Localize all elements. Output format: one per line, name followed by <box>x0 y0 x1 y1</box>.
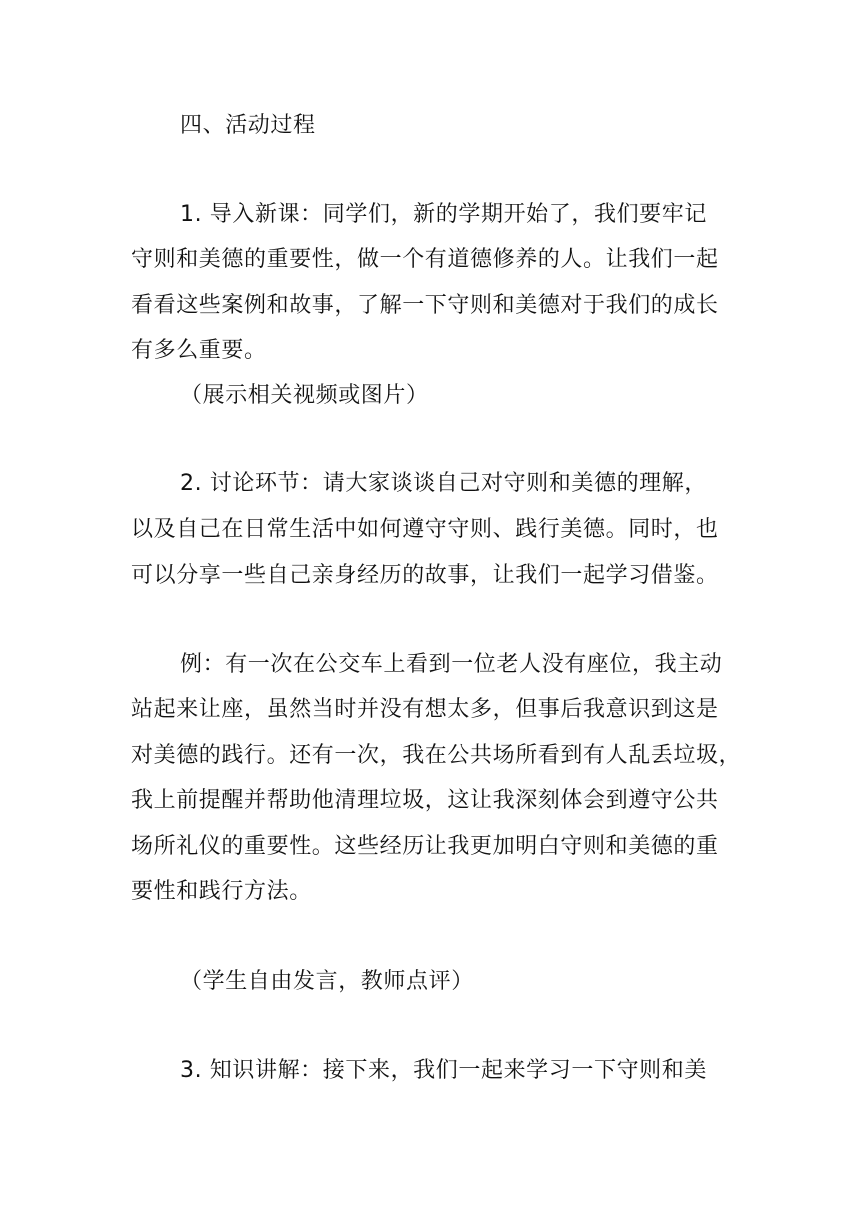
paragraph-line: 以及自己在日常生活中如何遵守守则、践行美德。同时，也 <box>131 517 719 542</box>
paragraph-line: 场所礼仪的重要性。这些经历让我更加明白守则和美德的重 <box>131 834 719 859</box>
paragraph-line: 可以分享一些自己亲身经历的故事，让我们一起学习借鉴。 <box>131 563 719 588</box>
paragraph-line: 3. 知识讲解：接下来，我们一起来学习一下守则和美 <box>180 1058 707 1083</box>
paragraph-line: 有多么重要。 <box>131 338 267 363</box>
stage-note: （学生自由发言，教师点评） <box>180 969 474 994</box>
section-heading: 四、活动过程 <box>180 113 316 138</box>
paragraph-line: 2. 讨论环节：请大家谈谈自己对守则和美德的理解， <box>180 471 707 496</box>
paragraph-line: 守则和美德的重要性，做一个有道德修养的人。让我们一起 <box>131 247 719 272</box>
paragraph-line: 要性和践行方法。 <box>131 879 312 904</box>
paragraph-line: 看看这些案例和故事，了解一下守则和美德对于我们的成长 <box>131 293 719 318</box>
paragraph-line: 例：有一次在公交车上看到一位老人没有座位，我主动 <box>180 652 723 677</box>
paragraph-line: 我上前提醒并帮助他清理垃圾，这让我深刻体会到遵守公共 <box>131 788 719 813</box>
paragraph-line: 1. 导入新课：同学们，新的学期开始了，我们要牢记 <box>180 202 707 227</box>
stage-note: （展示相关视频或图片） <box>180 383 429 408</box>
paragraph-line: 站起来让座，虽然当时并没有想太多，但事后我意识到这是 <box>131 697 719 722</box>
paragraph-line: 对美德的践行。还有一次，我在公共场所看到有人乱丢垃圾， <box>131 743 742 768</box>
